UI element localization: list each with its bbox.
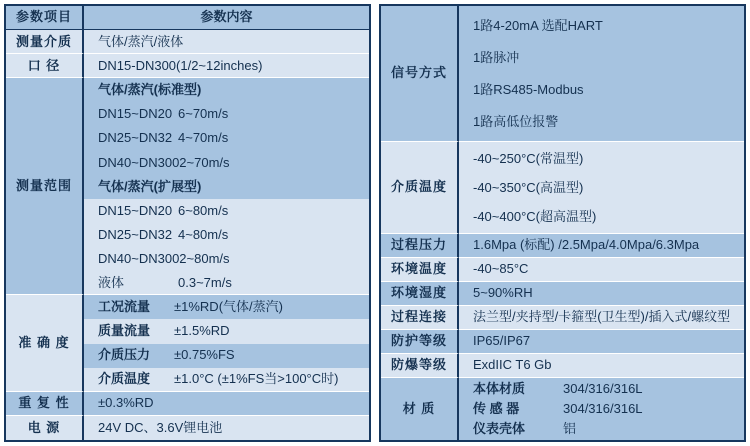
- material-value: 304/316/316L: [563, 381, 643, 396]
- accuracy-name: 质量流量: [98, 323, 151, 339]
- row-value-protection-rating: IP65/IP67: [459, 330, 744, 354]
- accuracy-item: [84, 319, 369, 343]
- measuring-range-line: [84, 199, 369, 223]
- row-label-material: 材 质: [381, 378, 459, 440]
- material-value: 铝: [563, 421, 577, 436]
- header-parameter-content: 参数内容: [84, 6, 369, 30]
- row-label-process-pressure: 过程压力: [381, 234, 459, 258]
- spec-table-left: [4, 4, 371, 442]
- accuracy-name: 工况流量: [98, 299, 151, 315]
- accuracy-name: 介质温度: [98, 371, 151, 387]
- row-label-process-connection: 过程连接: [381, 306, 459, 330]
- accuracy-item: [84, 368, 369, 392]
- row-value-power: 24V DC、3.6V锂电池: [84, 416, 369, 440]
- row-label-measuring-range: 测量范围: [6, 78, 84, 295]
- material-item: [473, 379, 643, 399]
- row-label-protection-rating: 防护等级: [381, 330, 459, 354]
- range-name: DN40~DN300: [98, 251, 180, 267]
- row-value-explosion-proof-rating: ExdIIC T6 Gb: [459, 354, 744, 378]
- row-value-signal: [459, 6, 744, 142]
- medium-temperature-line: -40~350°C(高温型): [473, 180, 584, 195]
- range-value: 4~70m/s: [178, 130, 229, 146]
- range-name: 液体: [98, 274, 125, 290]
- measuring-range-line: [84, 247, 369, 271]
- row-label-accuracy: 准 确 度: [6, 295, 84, 391]
- accuracy-item: [84, 344, 369, 368]
- measuring-range-line: 气体/蒸汽(扩展型): [84, 175, 369, 199]
- medium-temperature-line: -40~250°C(常温型): [473, 151, 584, 166]
- row-label-measuring-medium: 测量介质: [6, 30, 84, 54]
- signal-line: 1路高低位报警: [473, 113, 559, 129]
- range-value: 2~70m/s: [179, 154, 230, 170]
- range-value: 0.3~7m/s: [178, 274, 232, 290]
- row-label-medium-temperature: 介质温度: [381, 142, 459, 234]
- measuring-range-line: [84, 127, 369, 151]
- accuracy-item: [84, 295, 369, 319]
- row-value-repeatability: ±0.3%RD: [84, 392, 369, 416]
- range-value: 2~80m/s: [179, 251, 230, 267]
- range-value: 4~80m/s: [178, 226, 229, 242]
- material-item: [473, 419, 576, 439]
- material-name: 本体材质: [473, 381, 526, 396]
- material-name: 仪表壳体: [473, 421, 526, 436]
- row-label-explosion-proof-rating: 防爆等级: [381, 354, 459, 378]
- header-parameter-item: 参数项目: [6, 6, 84, 30]
- range-name: DN15~DN20: [98, 202, 173, 218]
- measuring-range-line: [84, 151, 369, 175]
- measuring-range-line: [84, 102, 369, 126]
- row-value-diameter: DN15-DN300(1/2~12inches): [84, 54, 369, 78]
- measuring-range-line: [84, 271, 369, 295]
- range-name: DN25~DN32: [98, 130, 173, 146]
- row-label-repeatability: 重 复 性: [6, 392, 84, 416]
- row-value-process-connection: 法兰型/夹持型/卡箍型(卫生型)/插入式/螺纹型: [459, 306, 744, 330]
- range-name: DN25~DN32: [98, 226, 173, 242]
- measuring-range-line: [84, 223, 369, 247]
- row-value-ambient-humidity: 5~90%RH: [459, 282, 744, 306]
- spec-table-right: [379, 4, 746, 442]
- row-label-diameter: 口 径: [6, 54, 84, 78]
- range-name: DN15~DN20: [98, 106, 173, 122]
- row-value-measuring-medium: 气体/蒸汽/液体: [84, 30, 369, 54]
- row-value-medium-temperature: [459, 142, 744, 234]
- row-value-process-pressure: 1.6Mpa (标配) /2.5Mpa/4.0Mpa/6.3Mpa: [459, 234, 744, 258]
- material-item: [473, 399, 643, 419]
- accuracy-value: ±0.75%FS: [174, 347, 235, 363]
- signal-line: 1路脉冲: [473, 49, 520, 65]
- material-value: 304/316/316L: [563, 401, 643, 416]
- row-value-ambient-temperature: -40~85°C: [459, 258, 744, 282]
- range-value: 6~80m/s: [178, 202, 229, 218]
- row-label-ambient-temperature: 环境温度: [381, 258, 459, 282]
- row-value-material: [459, 378, 744, 440]
- accuracy-name: 介质压力: [98, 347, 151, 363]
- row-label-power: 电 源: [6, 416, 84, 440]
- accuracy-value: ±1.0°C (±1%FS当>100°C时): [174, 371, 339, 387]
- range-name: DN40~DN300: [98, 154, 180, 170]
- signal-line: 1路RS485-Modbus: [473, 81, 584, 97]
- range-value: 6~70m/s: [178, 106, 229, 122]
- row-label-ambient-humidity: 环境湿度: [381, 282, 459, 306]
- material-name: 传 感 器: [473, 401, 520, 416]
- accuracy-value: ±1.5%RD: [174, 323, 230, 339]
- signal-line: 1路4-20mA 选配HART: [473, 17, 603, 33]
- measuring-range-line: 气体/蒸汽(标准型): [84, 78, 369, 102]
- medium-temperature-line: -40~400°C(超高温型): [473, 209, 597, 224]
- accuracy-value: ±1%RD(气体/蒸汽): [174, 299, 283, 315]
- row-label-signal: 信号方式: [381, 6, 459, 142]
